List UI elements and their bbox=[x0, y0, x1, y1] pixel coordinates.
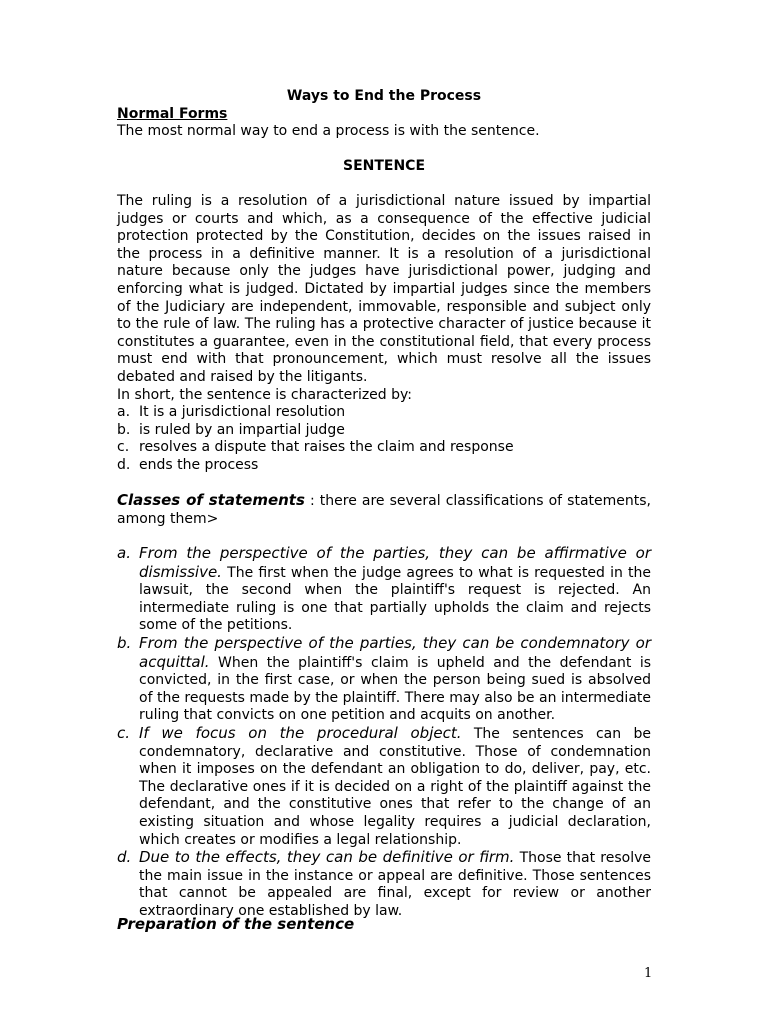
list-marker: d. bbox=[117, 848, 132, 867]
sentence-heading: SENTENCE bbox=[342, 158, 426, 174]
class-emphasis: If we focus on the procedural object. bbox=[139, 723, 462, 742]
preparation-heading: Preparation of the sentence bbox=[117, 915, 355, 933]
class-emphasis: Due to the effects, they can be definitive or firm. bbox=[139, 848, 515, 867]
class-text: When the plaintiff's claim is upheld and the defendant is convicted, in the first case, or when the person being sued is absolved of the requests made by the plaintiff. There may also be an intermediate ruling that convicts on one petition and acquits on another. bbox=[139, 654, 651, 724]
list-marker: a. bbox=[117, 404, 131, 420]
list-item-text: It is a jurisdictional resolution bbox=[139, 404, 346, 420]
document-title: Ways to End the Process bbox=[286, 88, 482, 104]
list-item-text: resolves a dispute that raises the claim and response bbox=[139, 439, 514, 456]
characterized-intro: In short, the sentence is characterized by: bbox=[117, 387, 413, 403]
sentence-paragraph: The ruling is a resolution of a jurisdictional nature issued by impartial judges or courts and which, as a consequence of the effective judicial protection protected by the Constitution, decides on the issues raised in the process in a definitive manner. It is a resolution of a jurisdictional nature because only the judges have jurisdictional power, judging and enforcing what is judged. Dictated by impartial judges since the members of the Judiciary are independent, immovable, responsible and subject only to the rule of law. The ruling has a protective character of justice because it constitutes a guarantee, even in the constitutional field, that every process must end with that pronouncement, which must resolve all the issues debated and raised by the litigants. bbox=[117, 193, 651, 385]
list-item-text: ends the process bbox=[139, 456, 259, 473]
classes-heading: Classes of statements bbox=[117, 491, 305, 509]
list-marker: b. bbox=[117, 633, 132, 652]
list-item bbox=[117, 422, 651, 440]
list-marker: c. bbox=[117, 439, 130, 456]
list-item-text: is ruled by an impartial judge bbox=[139, 421, 345, 438]
list-item bbox=[117, 439, 651, 457]
list-item bbox=[117, 545, 651, 635]
characteristics-list bbox=[117, 404, 651, 474]
list-item bbox=[117, 404, 651, 422]
classes-list bbox=[117, 545, 651, 920]
list-marker: c. bbox=[117, 723, 131, 742]
list-item bbox=[117, 725, 651, 849]
class-text: Those that resolve the main issue in the instance or appeal are definitive. Those sentences that cannot be appealed are final, except for review or another extraordinary one established by law. bbox=[139, 850, 652, 919]
list-item bbox=[117, 849, 651, 920]
page-number: 1 bbox=[644, 966, 653, 981]
normal-forms-text: The most normal way to end a process is with the sentence. bbox=[117, 123, 540, 139]
classes-text: : there are several classifications of statements, among them> bbox=[117, 493, 651, 527]
list-item bbox=[117, 457, 651, 475]
class-text: The sentences can be condemnatory, declarative and constitutive. Those of condemnation when it imposes on the defendant an obligation to do, deliver, pay, etc. The declarative ones if it is decided on a right of the plaintiff against the defendant, and the constitutive ones that refer to the change of an existing situation and whose legality requires a judicial declaration, which creates or modifies a legal relationship. bbox=[139, 725, 651, 848]
class-emphasis: From the perspective of the parties, they can be condemnatory or acquittal. bbox=[139, 633, 651, 671]
list-item bbox=[117, 635, 651, 725]
classes-paragraph bbox=[117, 492, 651, 528]
list-marker: a. bbox=[117, 544, 131, 562]
list-marker: d. bbox=[117, 456, 131, 473]
list-marker: b. bbox=[117, 421, 131, 438]
normal-forms-heading: Normal Forms bbox=[117, 106, 228, 122]
class-text: The first when the judge agrees to what is requested in the lawsuit, the second when the plaintiff's request is rejected. An intermediate ruling is one that partially upholds the claim and rejects some of the petitions. bbox=[139, 564, 651, 634]
class-emphasis: From the perspective of the parties, they can be affirmative or dismissive. bbox=[139, 544, 651, 581]
